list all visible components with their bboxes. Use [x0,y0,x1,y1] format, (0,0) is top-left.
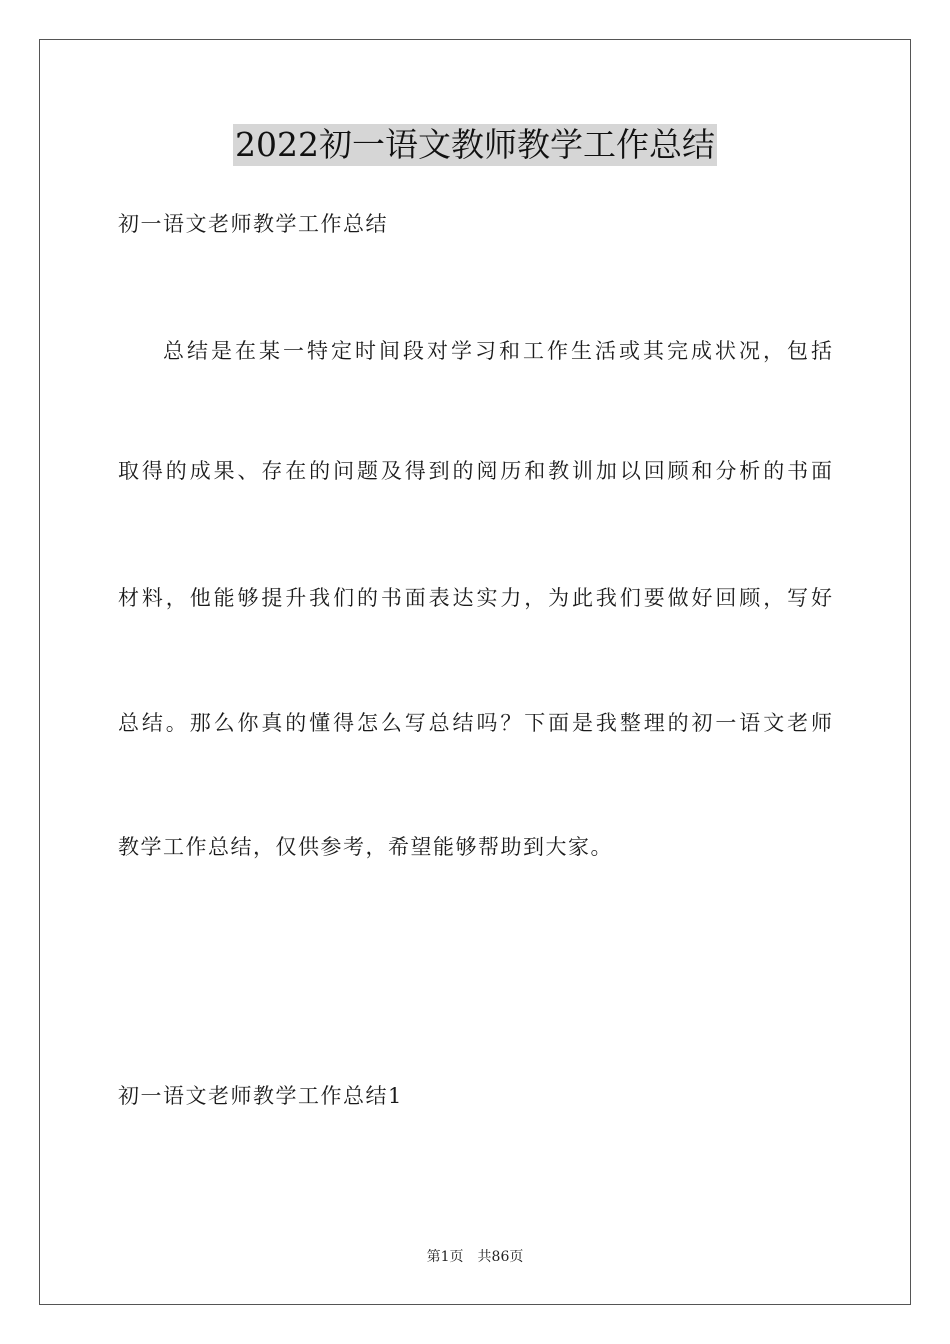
title-container [0,124,950,166]
document-subtitle: 初一语文老师教学工作总结 [118,212,388,236]
section-heading: 初一语文老师教学工作总结1 [118,1084,403,1108]
paragraph-line: 材料，他能够提升我们的书面表达实力，为此我们要做好回顾，写好 [118,586,832,610]
page-total: 共86页 [477,1249,524,1265]
paragraph-line: 教学工作总结，仅供参考，希望能够帮助到大家。 [118,835,613,859]
page-footer [0,1247,950,1267]
paragraph-line: 总结是在某一特定时间段对学习和工作生活或其完成状况，包括 [163,339,832,363]
page-number: 第1页 [426,1249,464,1265]
paragraph-line: 取得的成果、存在的问题及得到的阅历和教训加以回顾和分析的书面 [118,459,832,483]
paragraph-line: 总结。那么你真的懂得怎么写总结吗？下面是我整理的初一语文老师 [118,711,832,735]
document-title: 2022初一语文教师教学工作总结 [235,125,715,164]
